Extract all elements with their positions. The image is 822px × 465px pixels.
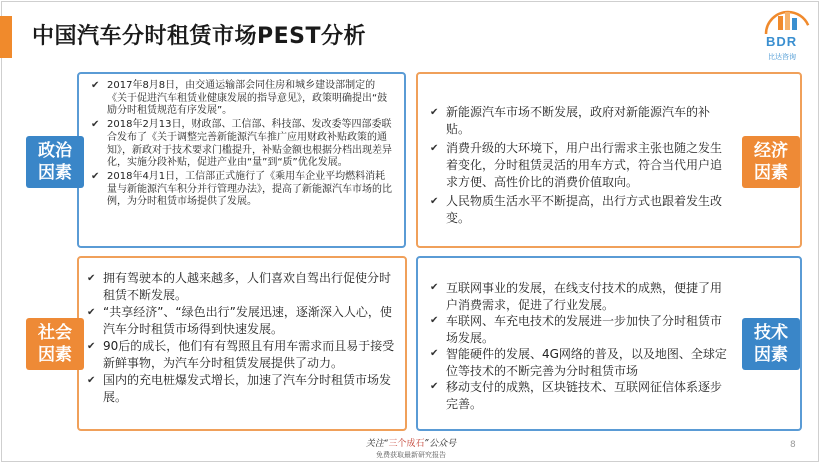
economy-label: 经济 因素 [742,136,800,188]
politics-panel [77,72,406,248]
list-item: ✔ 新能源汽车市场不断发展，政府对新能源汽车的补贴。 [430,105,711,136]
check-icon: ✔ [430,315,439,326]
list-item: ✔ 智能硬件的发展、4G网络的普及，以及地图、全球定位等技术的不断完善为分时租赁市场 [430,347,727,378]
list-item: ✔ 互联网事业的发展，在线支付技术的成熟，便捷了用户消费需求，促进了行业发展。 [430,281,723,312]
check-icon: ✔ [430,282,439,293]
footer-subtext: 免费获取最新研究报告 [376,451,446,459]
title-accent-bar [0,16,12,58]
social-panel [77,256,407,431]
list-item: ✔ 国内的充电桩爆发式增长，加速了汽车分时租赁市场发展。 [87,373,392,404]
list-item: ✔ 2018年2月13日，财政部、工信部、科技部、发改委等四部委联合发布了《关于调整完善新能源汽车推广应用财政补贴政策的通知》，新政对于技术要求门槛提升，补贴金额也根据分档出现差异化，实施分段补贴，促进产业由“量”到“质”优化发展。 [91,119,392,169]
list-item: ✔ 拥有驾驶本的人越来越多，人们喜欢自驾出行促使分时租赁不断发展。 [87,271,392,302]
tech-list [428,280,733,412]
check-icon: ✔ [430,196,439,207]
social-list [85,270,397,406]
page-title: 中国汽车分时租赁市场PEST分析 [32,24,367,49]
check-icon: ✔ [87,307,96,318]
check-icon: ✔ [430,143,439,154]
check-icon: ✔ [87,375,96,386]
bdr-logo [762,8,816,64]
list-item: ✔ 90后的成长，他们有有驾照且有用车需求而且易于接受新鲜事物，为汽车分时租赁发展提供了动力。 [87,339,395,370]
check-icon: ✔ [430,107,439,118]
social-label: 社会 因素 [26,318,84,370]
check-icon: ✔ [87,273,96,284]
logo-text: BDR [766,34,798,49]
check-icon: ✔ [91,80,100,91]
check-icon: ✔ [91,119,100,131]
tech-label: 技术 因素 [742,318,800,370]
list-item: ✔ 消费升级的大环境下，用户出行需求主张也随之发生着变化，分时租赁灵活的用车方式，符合当代用户追求方便、高性价比的消费价值取向。 [430,141,723,189]
page-number: 8 [790,440,796,450]
logo-subtitle: 比达咨询 [768,53,796,61]
check-icon: ✔ [430,348,439,359]
politics-label: 政治 因素 [26,136,84,188]
check-icon: ✔ [430,381,439,392]
list-item: ✔ “共享经济”、“绿色出行”发展迅速，逐渐深入人心，使汽车分时租赁市场得到快速发展。 [87,305,392,336]
list-item: ✔ 2018年4月1日，工信部正式施行了《乘用车企业平均燃料消耗量与新能源汽车积分并行管理办法》，提高了新能源汽车市场的比例，为分时租赁市场提供了发展。 [91,170,392,208]
list-item: ✔ 人民物质生活水平不断提高，出行方式也跟着发生改变。 [430,194,723,225]
check-icon: ✔ [87,341,96,352]
check-icon: ✔ [91,170,100,182]
politics-list [89,80,394,210]
list-item: ✔ 移动支付的成熟，区块链技术、互联网征信体系逐步完善。 [430,380,723,411]
footer-promo: 关注“三个成石”公众号 [365,439,457,449]
list-item: ✔ 车联网、车充电技术的发展进一步加快了分时租赁市场发展。 [430,314,723,345]
list-item: ✔ 2017年8月8日，由交通运输部会同住房和城乡建设部制定的《关于促进汽车租赁业健康发展的指导意见》，政策明确提出“鼓励分时租赁规范有序发展”。 [91,80,388,117]
economy-list [428,104,728,229]
